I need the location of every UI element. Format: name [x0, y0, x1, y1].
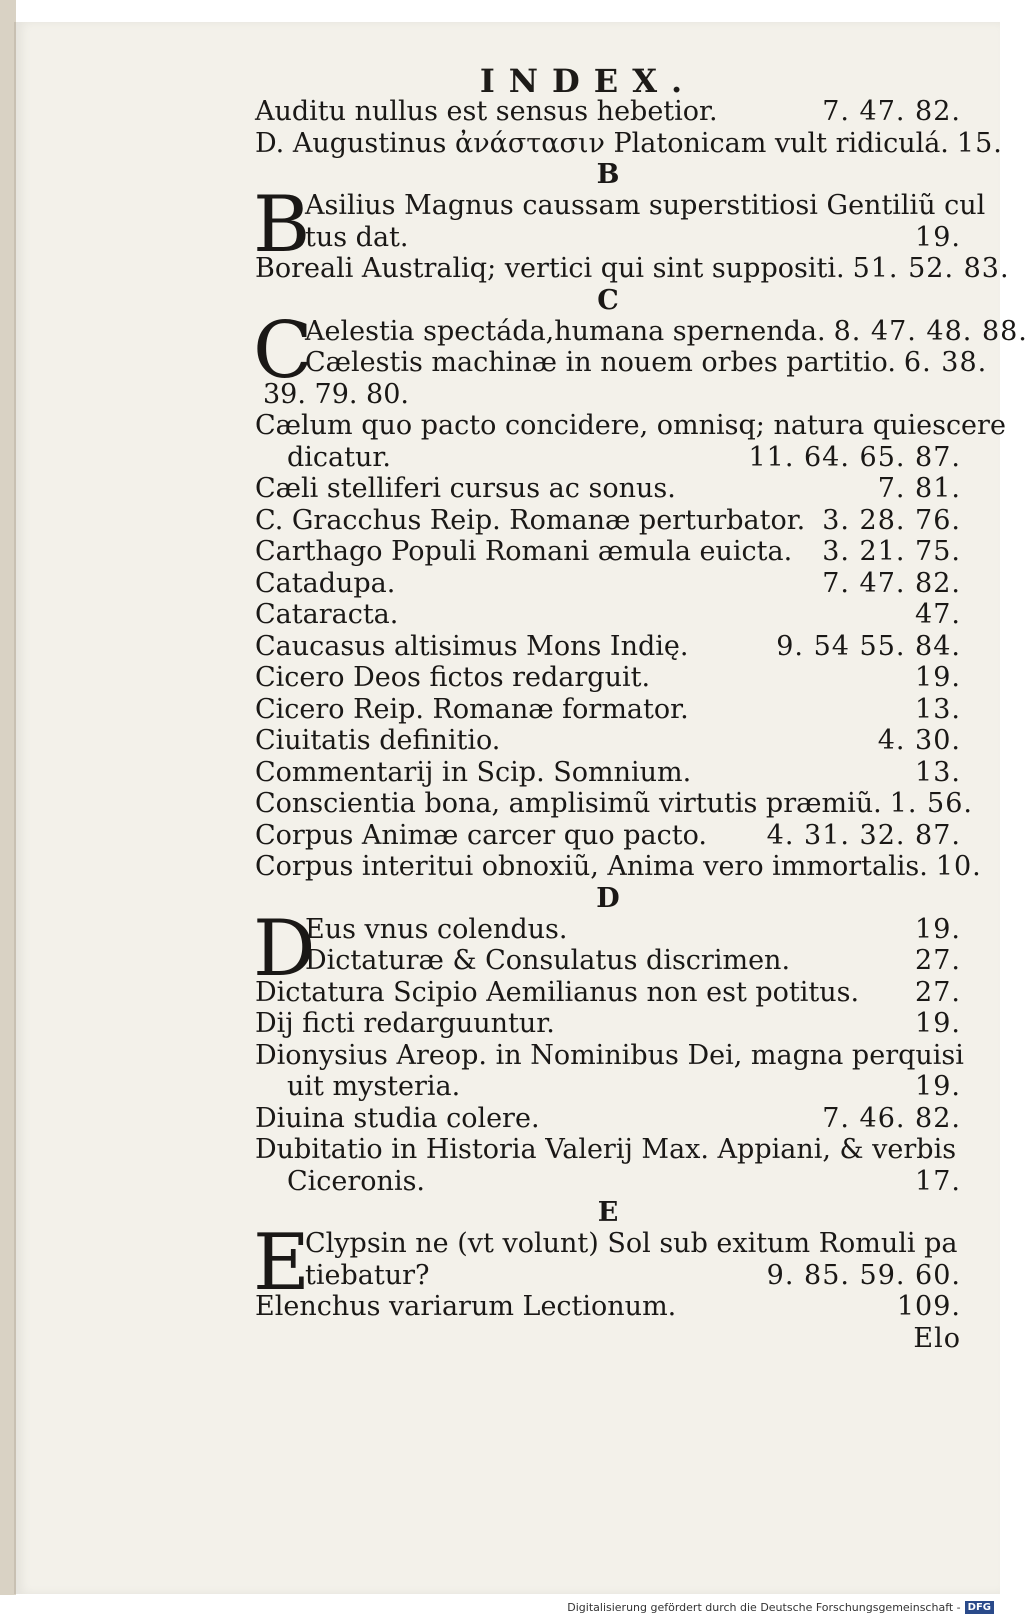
- index-entry: Corpus interitui obnoxiũ, Anima vero immortalis. 10.: [255, 851, 982, 882]
- index-entry: Auditu nullus est sensus hebetior. 7. 47. 82.: [255, 96, 961, 127]
- index-entry: Cicero Deos fictos redarguit. 19.: [255, 662, 961, 693]
- index-entry: Diuina studia colere. 7. 46. 82.: [255, 1102, 961, 1134]
- digitization-footer: [567, 1601, 994, 1614]
- index-entry: Caucasus altisimus Mons Indię. 9. 54 55. 84.: [255, 630, 961, 662]
- drop-cap: D: [253, 903, 316, 994]
- index-entry: Conscientia bona, amplisimũ virtutis præmiũ. 1. 56.: [255, 788, 973, 819]
- section-letter-c: C: [597, 284, 619, 316]
- section-d-first: D Eus vnus colendus. 19. Dictaturæ & Consulatus discrimen. 27.: [253, 903, 961, 994]
- index-entry: Carthago Populi Romani æmula euicta. 3. 21. 75.: [255, 536, 961, 567]
- section-b-first: B Asilius Magnus caussam superstitiosi Gentiliũ cul tus dat. 19.: [253, 180, 986, 270]
- index-entry: Elenchus variarum Lectionum. 109.: [255, 1291, 961, 1322]
- index-entry: Ciuitatis definitio. 4. 30.: [255, 725, 961, 756]
- index-entry: C. Gracchus Reip. Romanæ perturbator. 3. 28. 76.: [255, 504, 961, 536]
- section-letter-e: E: [597, 1197, 619, 1228]
- index-entry: Commentarij in Scip. Somnium. 13.: [255, 756, 961, 788]
- index-entry: Cæli stelliferi cursus ac sonus. 7. 81.: [255, 473, 961, 504]
- catchword: Elo: [913, 1322, 961, 1354]
- index-entry: Dij ficti redarguuntur. 19.: [255, 1008, 961, 1039]
- index-entry: Cicero Reip. Romanæ formator. 13.: [255, 693, 961, 725]
- section-c-first: C Aelestia spectáda,humana spernenda. 8. 47. 48. 88. Cælestis machinæ in nouem orbes partitio. 6. 38.: [253, 305, 1028, 396]
- section-e-first: E Clypsin ne (vt volunt) Sol sub exitum Romuli pa tiebatur? 9. 85. 59. 60.: [253, 1218, 961, 1308]
- drop-cap: C: [253, 305, 313, 396]
- index-entry: Boreali Australiq; vertici qui sint suppositi. 51. 52. 83.: [255, 253, 1010, 284]
- dfg-badge: DFG: [965, 1601, 994, 1614]
- page-header: INDEX.: [479, 62, 697, 100]
- section-letter-d: D: [596, 882, 620, 914]
- drop-cap: E: [253, 1218, 310, 1308]
- section-letter-b: B: [596, 159, 620, 190]
- index-entry: Cataracta. 47.: [255, 599, 961, 630]
- drop-cap: B: [253, 180, 311, 270]
- index-entry: Dubitatio in Historia Valerij Max. Appiani, & verbis: [255, 1134, 957, 1165]
- index-entry: Catadupa. 7. 47. 82.: [255, 567, 961, 599]
- index-entry: Cælum quo pacto concidere, omnisq; natura quiescere: [255, 410, 1006, 441]
- index-entry: Dionysius Areop. in Nominibus Dei, magna perquisi: [255, 1039, 964, 1071]
- index-entry: D. Augustinus ἀνάστασιν Platonicam vult ridiculá. 15.: [255, 127, 1003, 159]
- index-content: INDEX. Auditu nullus est sensus hebetior. 7. 47. 82. D. Augustinus ἀνάστασιν Platonicam vult ridiculá. 15. B B Asilius Magnus caussam superstitiosi Gentiliũ cul tus dat. 19. Boreali Australiq; vertici qui sint suppositi. 51. 52. 83. C C Aelestia spectáda,humana spernenda. 8. 47. 48. 88. Cælestis machinæ in nouem orbes partitio. 6. 38. 39. 79. 80. Cælum quo pacto concidere, omnisq; natura quiescere dicatur. 11. 64. 65. 87. Cæli stelliferi cursus ac sonus. 7. 81. C. Gracchus Reip. Romanæ perturbator. 3. 28. 76. Carthago Populi Romani æmula euicta. 3. 21. 75. Catadupa. 7. 47. 82. Cataracta. 47. Caucasus altisimus Mons Indię. 9. 54 55. 84. Cicero Deos fictos redarguit. 19. Cicero Reip. Romanæ formator. 13. Ciuitatis definitio. 4. 30. Commentarij in Scip. Somnium. 13. Conscientia bona, amplisimũ virtutis præmiũ. 1. 56. Corpus Animæ carcer quo pacto. 4. 31. 32. 87. Corpus interitui obnoxiũ, Anima vero immortalis. 10. D D Eus vnus colendus. 19. Dictaturæ & Consulatus discrimen. 27. Dictatura Scipio Aemilianus non est potitus. 27. Dij ficti redarguuntur. 19. Dionysius Areop. in Nominibus Dei, magna perquisi uit mysteria. 19. Diuina studia colere. 7. 46. 82. Dubitatio in Historia Valerij Max. Appiani, & verbis Ciceronis. 17. E E Clypsin ne (vt volunt) Sol sub exitum Romuli pa tiebatur? 9. 85. 59. 60. Elenchus variarum Lectionum. 109. Elo: [255, 66, 961, 1354]
- index-entry: Corpus Animæ carcer quo pacto. 4. 31. 32. 87.: [255, 819, 961, 851]
- index-entry: Dictatura Scipio Aemilianus non est potitus. 27.: [255, 976, 961, 1008]
- footer-text: Digitalisierung gefördert durch die Deutsche Forschungsgemeinschaft -: [567, 1601, 961, 1614]
